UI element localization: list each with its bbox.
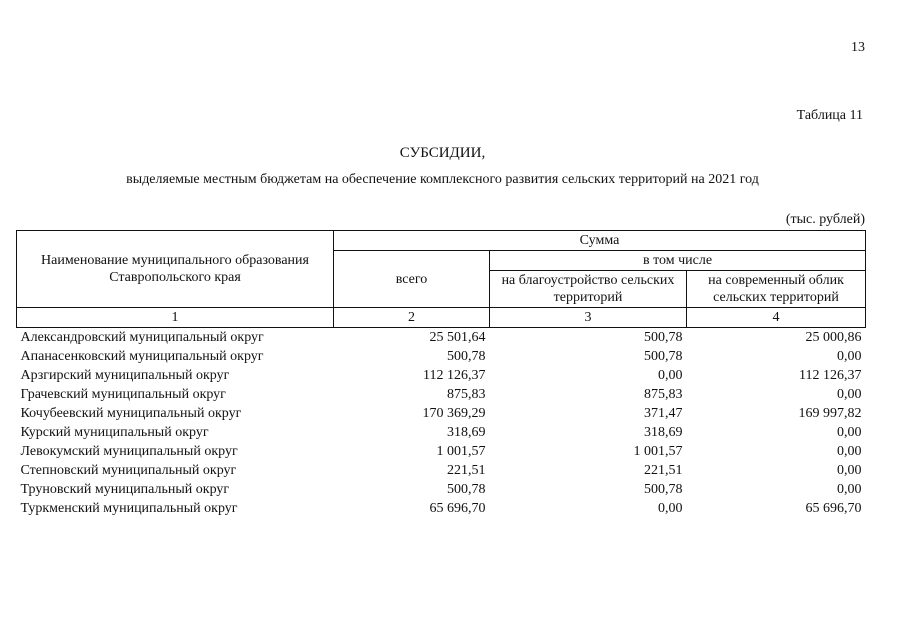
municipality-name: Александровский муниципальный округ xyxy=(20,330,264,345)
modern-look-value: 65 696,70 xyxy=(805,501,862,516)
table-body xyxy=(17,328,866,519)
table-header xyxy=(17,231,866,328)
modern-look-value: 0,00 xyxy=(837,387,862,402)
column-number-3: 3 xyxy=(490,308,687,328)
table-row xyxy=(17,404,866,423)
municipality-name: Грачевский муниципальный округ xyxy=(20,387,226,402)
modern-look-value: 25 000,86 xyxy=(805,330,862,345)
column-number-2: 2 xyxy=(334,308,490,328)
municipality-name: Левокумский муниципальный округ xyxy=(20,444,238,459)
table-row xyxy=(17,347,866,366)
municipality-name: Кочубеевский муниципальный округ xyxy=(20,406,242,421)
table-row xyxy=(17,328,866,348)
table-label: Таблица 11 xyxy=(796,108,863,123)
header-total: всего xyxy=(334,251,490,308)
column-number-4: 4 xyxy=(687,308,866,328)
improvement-value: 500,78 xyxy=(644,349,683,364)
improvement-value: 318,69 xyxy=(644,425,683,440)
modern-look-value: 0,00 xyxy=(837,482,862,497)
municipality-name: Курский муниципальный округ xyxy=(20,425,209,440)
total-value: 500,78 xyxy=(447,349,486,364)
modern-look-value: 169 997,82 xyxy=(798,406,862,421)
column-number-1: 1 xyxy=(17,308,334,328)
units-label: (тыс. рублей) xyxy=(785,212,865,227)
modern-look-value: 0,00 xyxy=(837,444,862,459)
total-value: 112 126,37 xyxy=(423,368,486,383)
improvement-value: 221,51 xyxy=(644,463,683,478)
header-municipality: Наименование муниципального образования Ставропольского края xyxy=(17,231,334,308)
municipality-name: Степновский муниципальный округ xyxy=(20,463,237,478)
improvement-value: 500,78 xyxy=(644,482,683,497)
header-improvement: на благоустройство сельских территорий xyxy=(490,271,687,308)
total-value: 875,83 xyxy=(447,387,486,402)
total-value: 65 696,70 xyxy=(429,501,486,516)
improvement-value: 0,00 xyxy=(658,368,683,383)
header-sum: Сумма xyxy=(334,231,866,251)
header-including: в том числе xyxy=(490,251,866,271)
document-subtitle: выделяемые местным бюджетам на обеспечение комплексного развития сельских территорий на 2021 год xyxy=(126,172,759,187)
total-value: 170 369,29 xyxy=(422,406,486,421)
municipality-name: Туркменский муниципальный округ xyxy=(20,501,238,516)
table-row xyxy=(17,442,866,461)
modern-look-value: 112 126,37 xyxy=(799,368,862,383)
municipality-name: Арзгирский муниципальный округ xyxy=(20,368,230,383)
table-row xyxy=(17,480,866,499)
municipality-name: Труновский муниципальный округ xyxy=(20,482,230,497)
modern-look-value: 0,00 xyxy=(837,463,862,478)
modern-look-value: 0,00 xyxy=(837,349,862,364)
improvement-value: 875,83 xyxy=(644,387,683,402)
header-modern-look: на современный облик сельских территорий xyxy=(687,271,866,308)
improvement-value: 500,78 xyxy=(644,330,683,345)
subsidy-table xyxy=(16,230,866,518)
page-number: 13 xyxy=(851,40,865,55)
improvement-value: 0,00 xyxy=(658,501,683,516)
improvement-value: 1 001,57 xyxy=(633,444,683,459)
table-row xyxy=(17,499,866,518)
table-row xyxy=(17,366,866,385)
document-title: СУБСИДИИ, xyxy=(399,145,486,161)
total-value: 25 501,64 xyxy=(429,330,486,345)
municipality-name: Апанасенковский муниципальный округ xyxy=(20,349,264,364)
total-value: 1 001,57 xyxy=(436,444,486,459)
total-value: 500,78 xyxy=(447,482,486,497)
total-value: 318,69 xyxy=(447,425,486,440)
table-row xyxy=(17,423,866,442)
total-value: 221,51 xyxy=(447,463,486,478)
table-row xyxy=(17,385,866,404)
modern-look-value: 0,00 xyxy=(837,425,862,440)
table-row xyxy=(17,461,866,480)
improvement-value: 371,47 xyxy=(644,406,683,421)
